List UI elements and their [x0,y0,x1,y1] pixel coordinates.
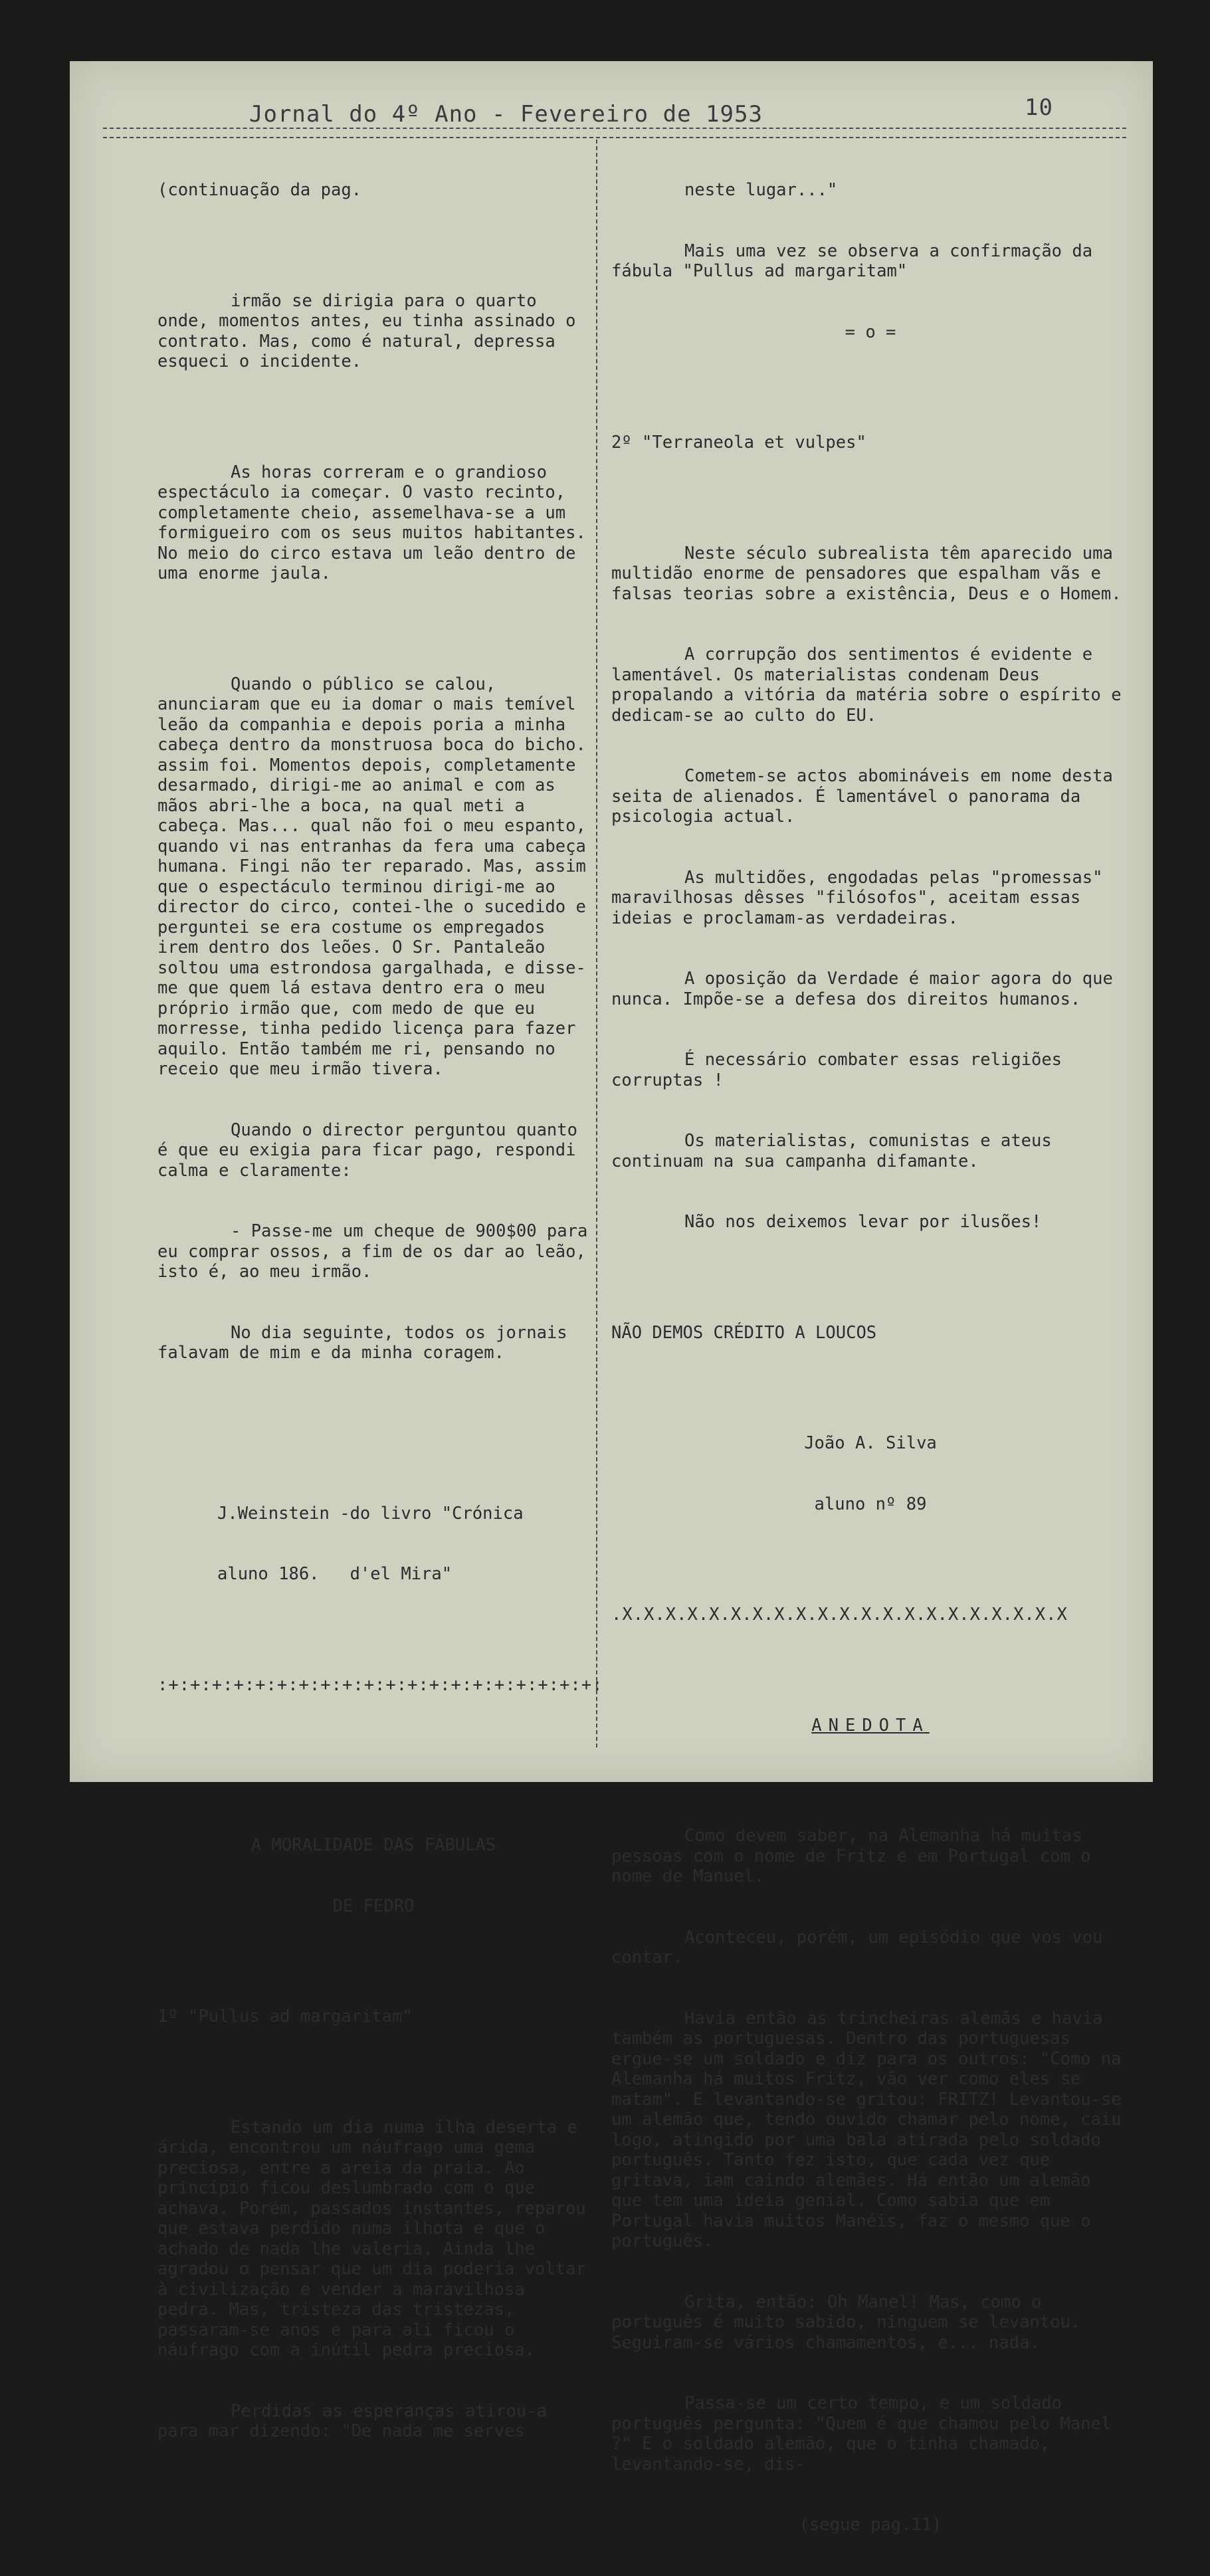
paragraph: Os materialistas, comunistas e ateus continuam na sua campanha difamante. [611,1131,1062,1171]
paragraph: Aconteceu, porém, um episódio que vos vou contar. [611,1927,1113,1967]
continuation-note: (continuação da pag. [157,180,362,200]
paragraph: - Passe-me um cheque de 900$00 para eu comprar ossos, a fim de os dar ao leão, isto é, ao meu irmão. [157,1221,598,1282]
section-divider: .X.X.X.X.X.X.X.X.X.X.X.X.X.X.X.X.X.X.X.X.X [611,1605,1068,1625]
paragraph: Como devem saber, na Alemanha há muitas pessoas com o nome de Fritz e em Portugal com o nome de Manuel. [611,1826,1101,1886]
right-column [611,140,1130,2576]
signature-line: aluno 186. d'el Mira" [217,1564,453,1584]
paragraph: Estando um dia numa ilha deserta e árida, encontrou um náufrago uma gema preciosa, entre a areia da praia. Ao princípio ficou deslumbrado com o que achava. Porém, passados instantes, reparou que estava perdido numa ilhota e que o achado de nada lhe valeria. Ainda lhe agradou o pensar que um dia poderia voltar à civilização e vender a maravilhosa pedra. Mas, tristeza das tristezas, passaram-se anos e para ali ficou o náufrago com a inútil pedra preciosa. [157,2117,597,2360]
paragraph: Quando o público se calou, anunciaram que eu ia domar o mais temível leão da companhia e depois poria a minha cabeça dentro da monstruosa boca do bicho. assim foi. Momentos depois, completamente desarmado, dirigi-me ao animal e com as mãos abri-lhe a boca, na qual meti a cabeça. Mas... qual não foi o meu espanto, quando vi nas entranhas da fera uma cabeça humana. Fingi não ter reparado. Mas, assim que o espectáculo terminou dirigi-me ao director do circo, contei-lhe o sucedido e perguntei se era costume os empregados irem dentro dos leões. O Sr. Pantaleão soltou uma estrondosa gargalhada, e disse-me que quem lá estava dentro era o meu próprio irmão que, com medo de que eu morresse, tinha pedido licença para fazer aquilo. Então também me ri, pensando no receio que meu irmão tivera. [157,674,597,1079]
section-divider: :+:+:+:+:+:+:+:+:+:+:+:+:+:+:+:+:+:+:+:+: [157,1674,603,1695]
page-header [249,89,1080,129]
column-divider [596,140,597,1747]
fable-title: 1º "Pullus ad margaritam" [157,2007,413,2027]
paragraph: É necessário combater essas religiões corruptas ! [611,1050,1072,1090]
section-title: A MORALIDADE DAS FÁBULAS [251,1835,496,1855]
paragraph: No dia seguinte, todos os jornais falavam de mim e da minha coragem. [157,1322,577,1363]
paragraph: Passa-se um certo tempo, e um soldado português pergunta: "Quem é que chamou pelo Manel ?" E o soldado alemão, que o tinha chamado, levantando-se, dis- [611,2393,1122,2474]
signature-name: João A. Silva [804,1433,937,1453]
continued-note: (segue pag.11) [799,2515,942,2535]
paragraph: Mais uma vez se observa a confirmação da fábula "Pullus ad margaritam" [611,241,1103,281]
paragraph: As horas correram e o grandioso espectáculo ia começar. O vasto recinto, completamente cheio, assemelhava-se a um formigueiro com os seus muitos habitantes. No meio do circo estava um leão dentro de uma enorme jaula. [157,462,597,583]
paragraph: Quando o director perguntou quanto é que eu exigia para ficar pago, respondi calma e claramente: [157,1120,588,1181]
signature-aluno: aluno nº 89 [814,1494,927,1514]
paragraph: As multidões, engodadas pelas "promessas" maravilhosas dêsses "filósofos", aceitam essas ideias e proclamam-as verdadeiras. [611,867,1113,928]
paragraph: Havia então as trincheiras alemãs e havia também as portuguesas. Dentro das portuguesas ergue-se um soldado e diz para os outros: "Como na Alemanha há muitos Fritz, vão ver como eles se matam". E levantando-se gritou: FRITZ! Levantou-se um alemão que, tendo ouvido chamar pelo nome, caiu logo, atingido por uma bala atirada pelo soldado português. Tanto fez isto, que cada vez que gritava, iam caindo alemães. Há então um alemão que tem uma ideia genial. Como sabia que em Portugal havia muitos Manéis, faz o mesmo que o português. [611,2008,1132,2251]
paragraph: Grita, então: Oh Manel! Mas, como o português é muito sabido, ninguem se levantou. Seguiram-se vários chamamentos, e... nada. [611,2292,1091,2353]
left-column [157,140,603,2482]
section-title: DE FEDRO [332,1896,415,1916]
slogan: NÃO DEMOS CRÉDITO A LOUCOS [611,1322,877,1343]
paragraph: A corrupção dos sentimentos é evidente e lamentável. Os materialistas condenam Deus propalando a vitória da matéria sobre o espírito e dedicam-se ao culto do EU. [611,644,1132,726]
page-title: Jornal do 4º Ano - Fevereiro de 1953 [249,101,763,128]
header-rule [103,128,1126,138]
paragraph: neste lugar..." [684,180,838,200]
paragraph: irmão se dirigia para o quarto onde, momentos antes, eu tinha assinado o contrato. Mas, como é natural, depressa esqueci o incidente. [157,290,586,371]
separator: = o = [845,322,896,342]
signature-line: J.Weinstein -do livro "Crónica [217,1503,524,1524]
fable-title: 2º "Terraneola et vulpes" [611,433,866,452]
anedota-title: ANEDOTA [811,1715,930,1735]
newspaper-page [70,61,1153,2535]
paragraph: Neste século subrealista têm aparecido uma multidão enorme de pensadores que espalham vãs e falsas teorias sobre a existência, Deus e o Homem. [611,543,1124,604]
paragraph: Não nos deixemos levar por ilusões! [684,1212,1042,1232]
paragraph: Cometem-se actos abomináveis em nome desta seita de alienados. É lamentável o panorama da psicologia actual. [611,766,1124,827]
paragraph: Perdidas as esperanças atirou-a para mar dizendo: "De nada me serves [157,2401,557,2441]
page-number: 10 [1025,94,1053,121]
paragraph: A oposição da Verdade é maior agora do que nunca. Impõe-se a defesa dos direitos humanos. [611,969,1124,1009]
